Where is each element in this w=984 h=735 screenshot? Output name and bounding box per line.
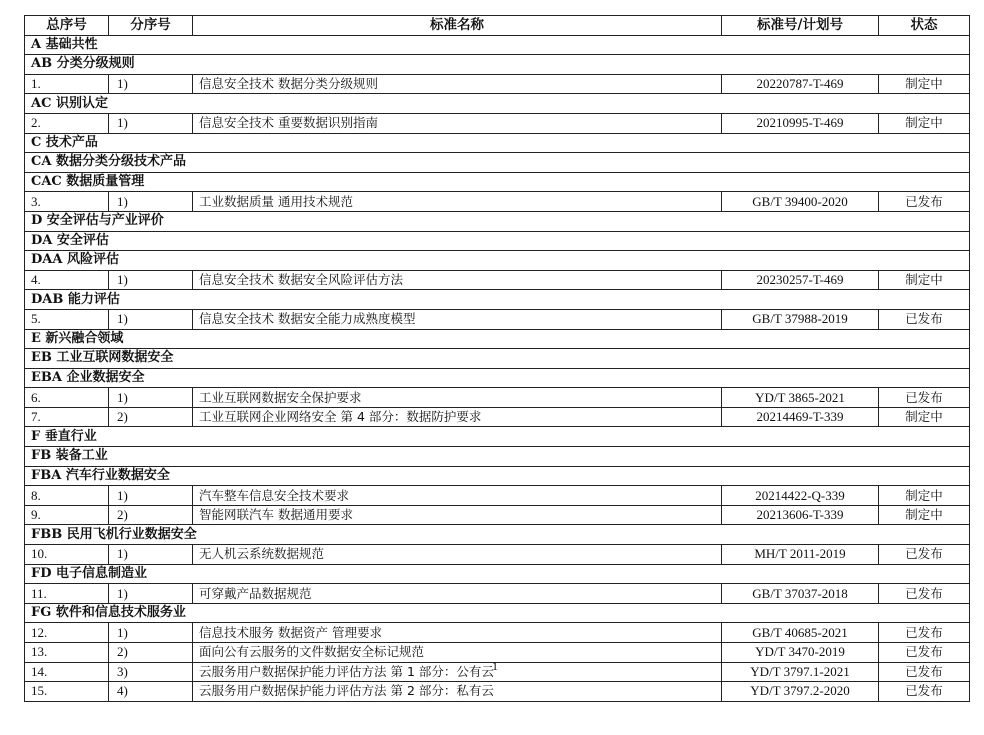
table-row [25,192,970,212]
status-cell: 制定中 [879,486,970,506]
total-no-cell: 7. [25,407,109,427]
total-no-cell: 13. [25,643,109,663]
category-label: DAB 能力评估 [25,290,970,310]
category-row [25,290,970,310]
category-label: CA 数据分类分级技术产品 [25,153,970,173]
total-no-cell: 9. [25,505,109,525]
total-no-cell: 5. [25,309,109,329]
category-row [25,94,970,114]
sub-no-cell: 1) [109,623,193,643]
category-row [25,153,970,173]
category-label: DA 安全评估 [25,231,970,251]
sub-no-cell: 4) [109,682,193,702]
table-row [25,505,970,525]
standards-table [24,15,970,702]
standard-code-cell: YD/T 3797.1-2021 [722,662,879,682]
status-cell: 已发布 [879,545,970,565]
header-status: 状态 [879,16,970,36]
status-cell: 制定中 [879,270,970,290]
sub-no-cell: 1) [109,74,193,94]
page-number: 1 [492,659,498,673]
category-row [25,231,970,251]
total-no-cell: 12. [25,623,109,643]
category-row [25,133,970,153]
category-label: FBA 汽车行业数据安全 [25,466,970,486]
sub-no-cell: 1) [109,113,193,133]
standard-code-cell: 20214422-Q-339 [722,486,879,506]
category-label: A 基础共性 [25,35,970,55]
sub-no-cell: 1) [109,545,193,565]
standard-code-cell: YD/T 3797.2-2020 [722,682,879,702]
total-no-cell: 10. [25,545,109,565]
category-row [25,211,970,231]
category-label: FBB 民用飞机行业数据安全 [25,525,970,545]
category-row [25,466,970,486]
header-standard-name: 标准名称 [193,16,722,36]
category-row [25,349,970,369]
status-cell: 已发布 [879,662,970,682]
sub-no-cell: 2) [109,505,193,525]
status-cell: 制定中 [879,113,970,133]
standard-code-cell: GB/T 40685-2021 [722,623,879,643]
category-label: F 垂直行业 [25,427,970,447]
status-cell: 已发布 [879,388,970,408]
standard-name-cell: 汽车整车信息安全技术要求 [193,486,722,506]
sub-no-cell: 1) [109,309,193,329]
table-row [25,486,970,506]
category-row [25,251,970,271]
total-no-cell: 6. [25,388,109,408]
standard-code-cell: 20230257-T-469 [722,270,879,290]
category-row [25,368,970,388]
table-row [25,270,970,290]
standard-name-cell: 信息安全技术 数据安全能力成熟度模型 [193,309,722,329]
status-cell: 制定中 [879,74,970,94]
standard-code-cell: YD/T 3865-2021 [722,388,879,408]
standard-code-cell: GB/T 39400-2020 [722,192,879,212]
category-label: CAC 数据质量管理 [25,172,970,192]
category-row [25,35,970,55]
category-row [25,55,970,75]
table-row [25,623,970,643]
sub-no-cell: 1) [109,486,193,506]
total-no-cell: 3. [25,192,109,212]
category-label: E 新兴融合领域 [25,329,970,349]
sub-no-cell: 1) [109,584,193,604]
standard-name-cell: 工业互联网数据安全保护要求 [193,388,722,408]
standard-name-cell: 工业互联网企业网络安全 第 4 部分：数据防护要求 [193,407,722,427]
standard-code-cell: MH/T 2011-2019 [722,545,879,565]
header-sub-no: 分序号 [109,16,193,36]
standard-name-cell: 面向公有云服务的文件数据安全标记规范 [193,643,722,663]
table-header-row [25,16,970,36]
table-row [25,407,970,427]
standard-name-cell: 云服务用户数据保护能力评估方法 第 2 部分：私有云 [193,682,722,702]
standard-name-cell: 信息安全技术 数据安全风险评估方法 [193,270,722,290]
total-no-cell: 4. [25,270,109,290]
status-cell: 已发布 [879,309,970,329]
standards-document [24,15,969,702]
total-no-cell: 8. [25,486,109,506]
sub-no-cell: 1) [109,270,193,290]
table-row [25,113,970,133]
standard-code-cell: 20213606-T-339 [722,505,879,525]
category-row [25,564,970,584]
total-no-cell: 1. [25,74,109,94]
status-cell: 制定中 [879,407,970,427]
table-row [25,545,970,565]
category-label: AB 分类分级规则 [25,55,970,75]
standard-name-cell: 无人机云系统数据规范 [193,545,722,565]
standard-name-cell: 可穿戴产品数据规范 [193,584,722,604]
header-standard-code: 标准号/计划号 [722,16,879,36]
table-row [25,584,970,604]
standard-name-cell: 云服务用户数据保护能力评估方法 第 1 部分：公有云 [193,662,722,682]
table-row [25,309,970,329]
sub-no-cell: 2) [109,407,193,427]
table-row [25,388,970,408]
table-row [25,682,970,702]
standard-code-cell: GB/T 37988-2019 [722,309,879,329]
sub-no-cell: 1) [109,388,193,408]
category-label: EBA 企业数据安全 [25,368,970,388]
standard-code-cell: YD/T 3470-2019 [722,643,879,663]
standard-name-cell: 工业数据质量 通用技术规范 [193,192,722,212]
status-cell: 已发布 [879,192,970,212]
category-label: FD 电子信息制造业 [25,564,970,584]
standard-name-cell: 信息技术服务 数据资产 管理要求 [193,623,722,643]
standard-code-cell: 20214469-T-339 [722,407,879,427]
header-total-no: 总序号 [25,16,109,36]
sub-no-cell: 2) [109,643,193,663]
standard-code-cell: GB/T 37037-2018 [722,584,879,604]
category-row [25,329,970,349]
category-row [25,172,970,192]
status-cell: 已发布 [879,584,970,604]
category-label: D 安全评估与产业评价 [25,211,970,231]
category-label: EB 工业互联网数据安全 [25,349,970,369]
status-cell: 已发布 [879,682,970,702]
sub-no-cell: 3) [109,662,193,682]
category-label: C 技术产品 [25,133,970,153]
category-label: DAA 风险评估 [25,251,970,271]
status-cell: 已发布 [879,643,970,663]
status-cell: 制定中 [879,505,970,525]
total-no-cell: 15. [25,682,109,702]
total-no-cell: 14. [25,662,109,682]
category-row [25,603,970,623]
standard-name-cell: 信息安全技术 重要数据识别指南 [193,113,722,133]
table-row [25,74,970,94]
category-row [25,447,970,467]
category-label: FG 软件和信息技术服务业 [25,603,970,623]
category-label: AC 识别认定 [25,94,970,114]
category-row [25,525,970,545]
standard-code-cell: 20210995-T-469 [722,113,879,133]
total-no-cell: 2. [25,113,109,133]
table-body [25,35,970,701]
status-cell: 已发布 [879,623,970,643]
category-label: FB 装备工业 [25,447,970,467]
standard-code-cell: 20220787-T-469 [722,74,879,94]
category-row [25,427,970,447]
standard-name-cell: 信息安全技术 数据分类分级规则 [193,74,722,94]
total-no-cell: 11. [25,584,109,604]
sub-no-cell: 1) [109,192,193,212]
standard-name-cell: 智能网联汽车 数据通用要求 [193,505,722,525]
